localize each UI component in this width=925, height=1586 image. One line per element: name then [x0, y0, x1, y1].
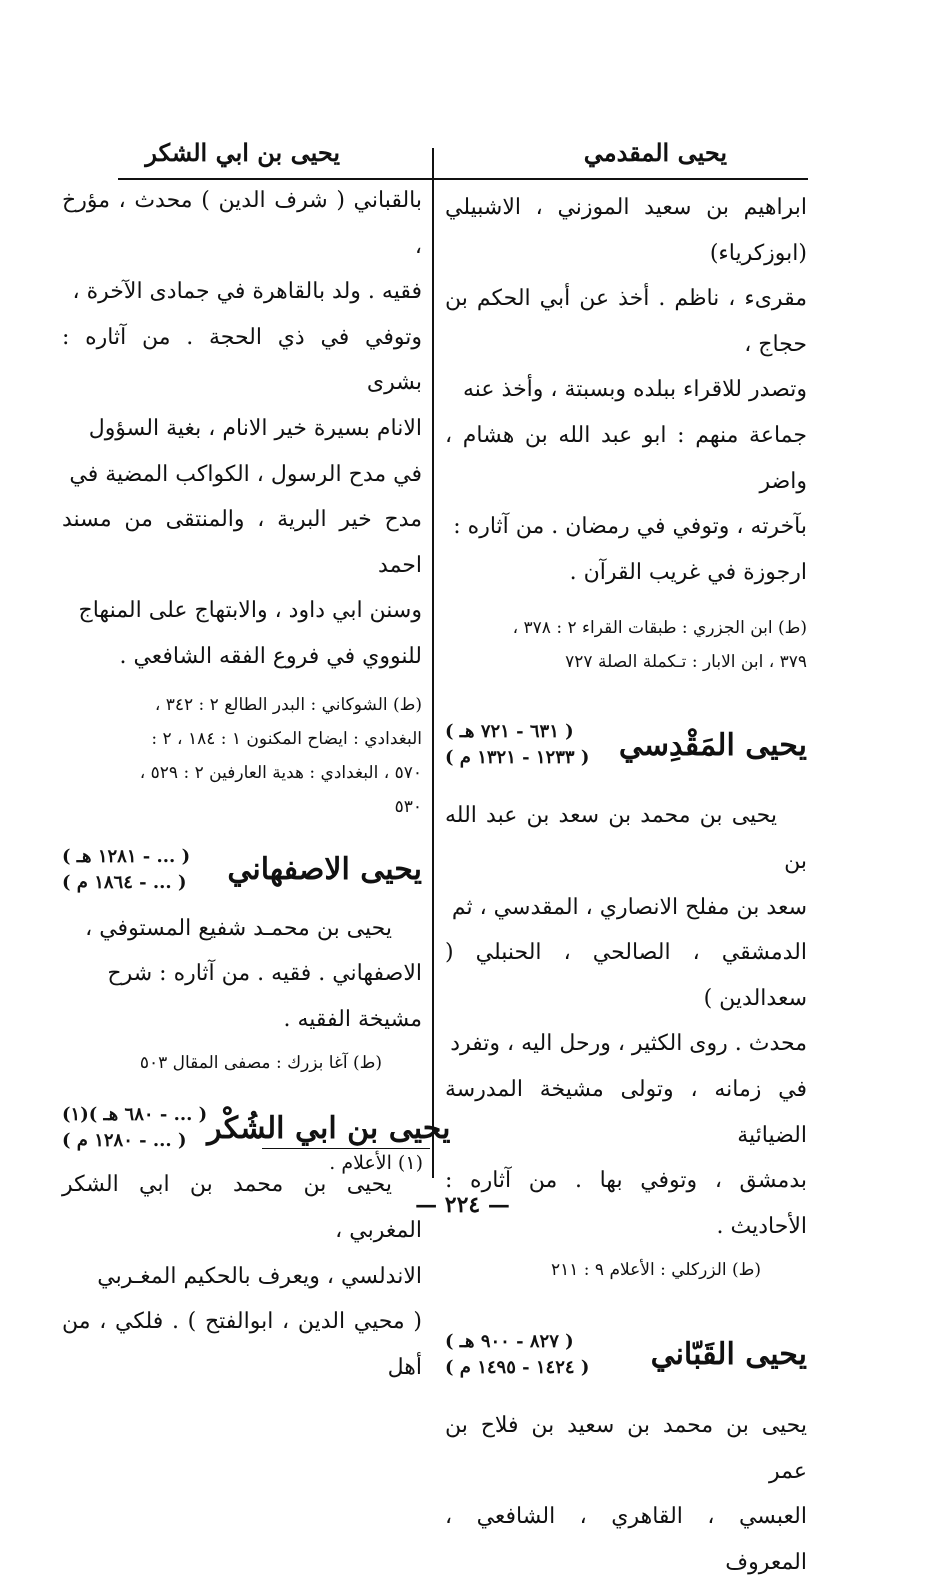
- right-column: [445, 185, 807, 1586]
- entry-name: يحيى بن ابي الشُكْر: [207, 1110, 451, 1146]
- text-line: يحيى بن محمد بن ابي الشكر المغربي ،: [62, 1172, 422, 1243]
- text-line: ابراهيم بن سعيد الموزني ، الاشبيلي (ابوزكرياء): [445, 195, 807, 266]
- entry-heading-qubbani: [445, 1329, 807, 1381]
- text-line: بدمشق ، وتوفي بها . من آثاره : الأحاديث .: [445, 1168, 807, 1239]
- text-line: مشيخة الفقيه .: [283, 1006, 422, 1032]
- entry-dates: ( ... - ٦٨٠ هـ )(١) ( ... - ١٢٨٠ م ): [62, 1104, 208, 1152]
- text-line: الانام بسيرة خير الانام ، بغية السؤول: [88, 415, 422, 441]
- text-line: الاصفهاني . فقيه . من آثاره : شرح: [107, 961, 422, 987]
- text-line: سعد بن مفلح الانصاري ، المقدسي ، ثم: [451, 894, 807, 920]
- text-line: يحيى بن محمـد شفيع المستوفي ،: [85, 915, 392, 941]
- entry-name: يحيى المَقْدِسي: [618, 727, 807, 763]
- text-line: يحيى بن محمد بن سعد بن عبد الله بن: [445, 803, 807, 874]
- text-line: وتوفي في ذي الحجة . من آثاره : بشرى: [62, 324, 422, 396]
- reference-line: (ط) ابن الجزري : طبقات القراء ٢ : ٣٧٨ ،: [512, 618, 807, 639]
- text-line: بالقباني ( شرف الدين ) محدث ، مؤرخ ،: [62, 188, 422, 259]
- text-line: وسنن ابي داود ، والابتهاج على المنهاج: [78, 598, 422, 624]
- text-line: فقيه . ولد بالقاهرة في جمادى الآخرة ،: [72, 279, 422, 305]
- reference-line: البغدادي : ايضاح المكنون ١ : ١٨٤ ، ٢ :: [151, 728, 422, 749]
- text-line: بآخرته ، وتوفي في رمضان . من آثاره :: [453, 514, 807, 540]
- text-line: جماعة منهم : ابو عبد الله بن هشام ، واضر: [445, 422, 807, 494]
- text-line: ارجوزة في غريب القرآن .: [569, 559, 807, 585]
- reference-line: ٥٧٠ ، البغدادي : هدية العارفين ٢ : ٥٢٩ ،: [139, 762, 422, 783]
- reference-line: (ط) الشوكاني : البدر الطالع ٢ : ٣٤٢ ،: [154, 694, 422, 715]
- running-head-left: يحيى بن ابي الشكر: [145, 138, 340, 167]
- entry-name: يحيى القَبّاني: [650, 1337, 807, 1373]
- reference-line: ٥٣٠: [394, 796, 422, 817]
- text-line: مقرىء ، ناظم . أخذ عن أبي الحكم بن حجاج ،: [445, 286, 807, 357]
- reference-line: (ط) الزركلي : الأعلام ٩ : ٢١١: [550, 1260, 761, 1281]
- text-line: وتصدر للاقراء ببلده وبسبتة ، وأخذ عنه: [462, 377, 807, 403]
- entry-heading-maqdisi: [445, 719, 807, 771]
- entry-heading-isfahani: [62, 844, 422, 896]
- text-line: ( محيي الدين ، ابوالفتح ) . فلكي ، من أهل: [62, 1309, 422, 1380]
- text-line: يحيى بن محمد بن سعيد بن فلاح بن عمر: [445, 1413, 807, 1484]
- text-line: في زمانه ، وتولى مشيخة المدرسة الضيائية: [445, 1076, 807, 1148]
- text-line: مدح خير البرية ، والمنتقى من مسند احمد: [62, 507, 422, 578]
- reference-line: ٣٧٩ ، ابن الابار : تـكملة الصلة ٧٢٧: [565, 652, 807, 673]
- entry-dates: ( ٨٢٧ - ٩٠٠ هـ ) ( ١٤٢٤ - ١٤٩٥ م ): [445, 1331, 590, 1379]
- page-number: — ٢٢٤ —: [415, 1192, 510, 1218]
- entry-dates: ( ... - ١٢٨١ هـ ) ( ... - ١٨٦٤ م ): [62, 845, 191, 893]
- column-divider: [432, 148, 434, 1178]
- text-line: للنووي في فروع الفقه الشافعي .: [119, 643, 422, 669]
- running-head-right: يحيى المقدمي: [583, 138, 727, 167]
- text-line: العبسي ، القاهري ، الشافعي ، المعروف: [445, 1504, 807, 1576]
- entry-name: يحيى الاصفهاني: [227, 851, 422, 887]
- reference-line: (ط) آغا بزرك : مصفى المقال ٥٠٣: [139, 1053, 382, 1074]
- text-line: الاندلسي ، ويعرف بالحكيم المغـربي: [97, 1263, 422, 1289]
- footnote: (١) الأعلام .: [329, 1152, 423, 1174]
- entry-dates: ( ٦٣١ - ٧٢١ هـ ) ( ١٢٣٣ - ١٣٢١ م ): [445, 721, 590, 769]
- text-line: محدث . روى الكثير ، ورحل اليه ، وتفرد: [450, 1031, 807, 1057]
- text-line: الدمشقي ، الصالحي ، الحنبلي ( سعدالدين ): [445, 940, 807, 1011]
- text-line: في مدح الرسول ، الكواكب المضية في: [69, 461, 422, 487]
- entry-heading-abi-shukr: [62, 1102, 451, 1154]
